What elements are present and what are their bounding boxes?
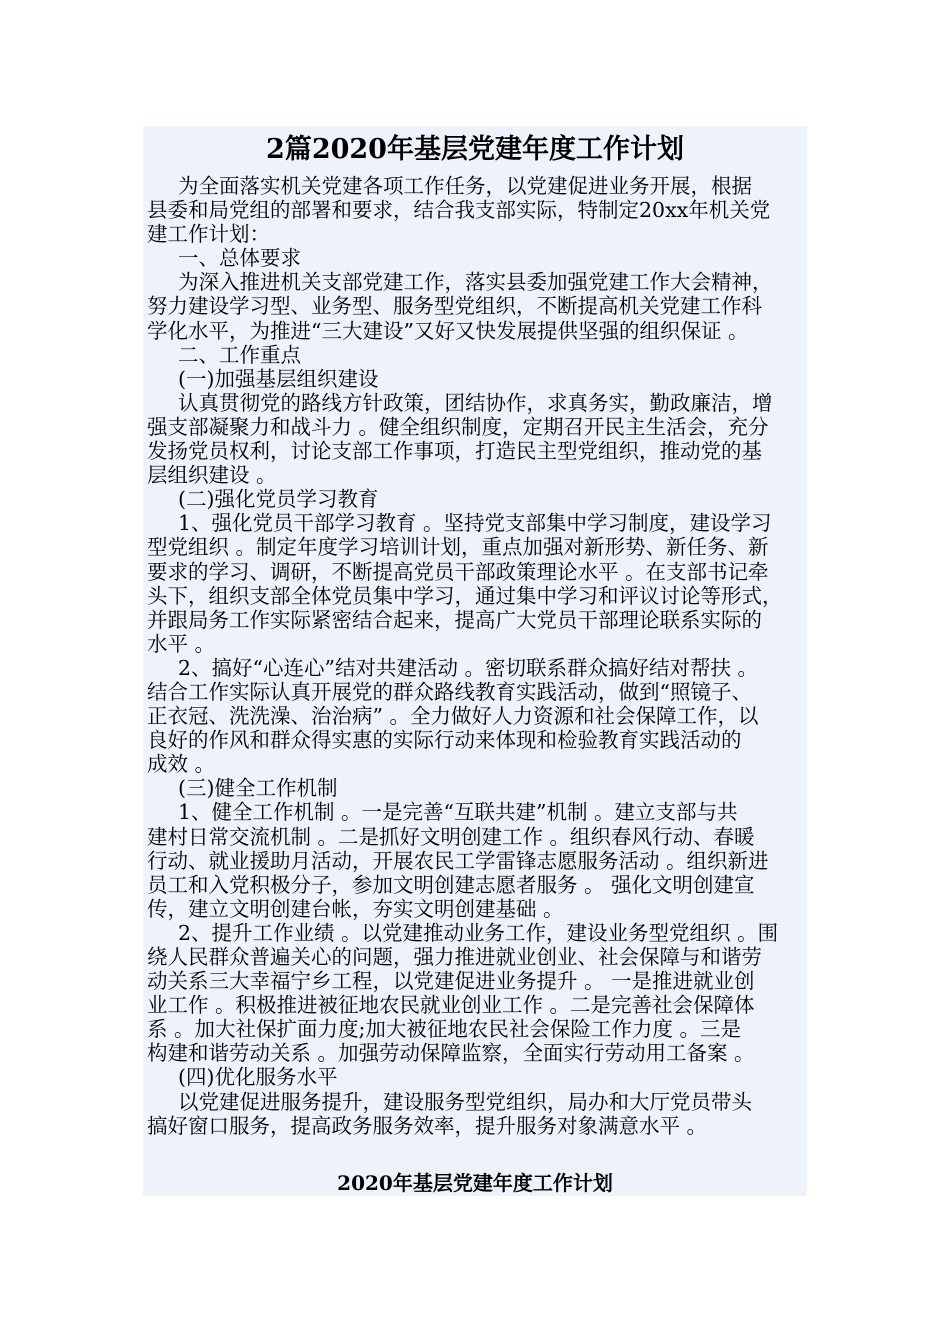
body-line: 学化水平，为推进“三大建设”又好又快发展提供坚强的组织保证 。 [147, 318, 749, 343]
body-line: 1、健全工作机制 。一是完善“互联共建”机制 。建立支部与共 [178, 800, 738, 825]
body-line: 传，建立文明创建台帐，夯实文明创建基础 。 [147, 896, 564, 921]
body-line: 一、总体要求 [178, 246, 301, 271]
body-line: 头下，组织支部全体党员集中学习，通过集中学习和评议讨论等形式， [147, 583, 783, 608]
body-line: 发扬党员权利，讨论支部工作事项，打造民主型党组织，推动党的基 [147, 439, 762, 464]
body-line: 正衣冠、洗洗澡、治治病” 。全力做好人力资源和社会保障工作，以 [147, 704, 759, 729]
body-line: 二、工作重点 [178, 342, 301, 367]
body-line: 员工和入党积极分子，参加文明创建志愿者服务 。 强化文明创建宣 [147, 872, 755, 897]
body-line: 为深入推进机关支部党建工作，落实县委加强党建工作大会精神， [178, 270, 773, 295]
body-line: 2、提升工作业绩 。以党建推动业务工作，建设业务型党组织 。围 [178, 920, 779, 945]
document-body [147, 174, 847, 1138]
body-line: 要求的学习、调研，不断提高党员干部政策理论水平 。在支部书记牵 [147, 559, 769, 584]
body-line: (四)优化服务水平 [178, 1065, 338, 1090]
body-line: 建工作计划： [147, 222, 270, 247]
body-line: 结合工作实际认真开展党的群众路线教育实践活动，做到“照镜子、 [147, 679, 752, 704]
body-line: 县委和局党组的部署和要求，结合我支部实际，特制定20xx年机关党 [147, 198, 771, 223]
body-line: 型党组织 。制定年度学习培训计划，重点加强对新形势、新任务、新 [147, 535, 769, 560]
body-line: 建村日常交流机制 。二是抓好文明创建工作 。组织春风行动、春暖 [147, 824, 755, 849]
body-line: 努力建设学习型、业务型、服务型党组织，不断提高机关党建工作科 [147, 294, 762, 319]
body-line: (一)加强基层组织建设 [178, 366, 379, 391]
body-line: 良好的作风和群众得实惠的实际行动来体现和检验教育实践活动的 [147, 728, 742, 753]
body-line: (三)健全工作机制 [178, 776, 338, 801]
body-line: 为全面落实机关党建各项工作任务，以党建促进业务开展，根据 [178, 174, 752, 198]
body-line: 强支部凝聚力和战斗力 。健全组织制度，定期召开民主生活会，充分 [147, 414, 769, 439]
body-line: 业工作 。积极推进被征地农民就业创业工作 。二是完善社会保障体 [147, 993, 755, 1018]
body-line: 1、强化党员干部学习教育 。坚持党支部集中学习制度，建设学习 [178, 511, 772, 536]
body-line: 构建和谐劳动关系 。加强劳动保障监察，全面实行劳动用工备案 。 [147, 1041, 755, 1066]
body-line: 认真贯彻党的路线方针政策，团结协作，求真务实，勤政廉洁，增 [178, 390, 773, 415]
document-title: 2篇2020年基层党建年度工作计划 [266, 134, 684, 165]
body-line: 动关系三大幸福宁乡工程，以党建促进业务提升 。 一是推进就业创 [147, 969, 755, 994]
body-line: 系 。加大社保扩面力度;加大被征地农民社会保险工作力度 。三是 [147, 1017, 741, 1042]
body-line: (二)强化党员学习教育 [178, 487, 379, 512]
body-line: 并跟局务工作实际紧密结合起来，提高广大党员干部理论联系实际的 [147, 607, 762, 632]
body-line: 以党建促进服务提升，建设服务型党组织，局办和大厅党员带头 [178, 1089, 752, 1114]
body-line: 层组织建设 。 [147, 463, 277, 488]
document-subtitle: 2020年基层党建年度工作计划 [337, 1171, 613, 1195]
body-line: 水平 。 [147, 631, 216, 656]
body-line: 绕人民群众普遍关心的问题，强力推进就业创业、社会保障与和谐劳 [147, 945, 762, 969]
body-line: 行动、就业援助月活动，开展农民工学雷锋志愿服务活动 。组织新进 [147, 848, 769, 873]
body-line: 2、搞好“心连心”结对共建活动 。密切联系群众搞好结对帮扶 。 [178, 655, 759, 680]
body-line: 搞好窗口服务，提高政务服务效率，提升服务对象满意水平 。 [147, 1113, 708, 1138]
body-line: 成效 。 [147, 752, 216, 777]
